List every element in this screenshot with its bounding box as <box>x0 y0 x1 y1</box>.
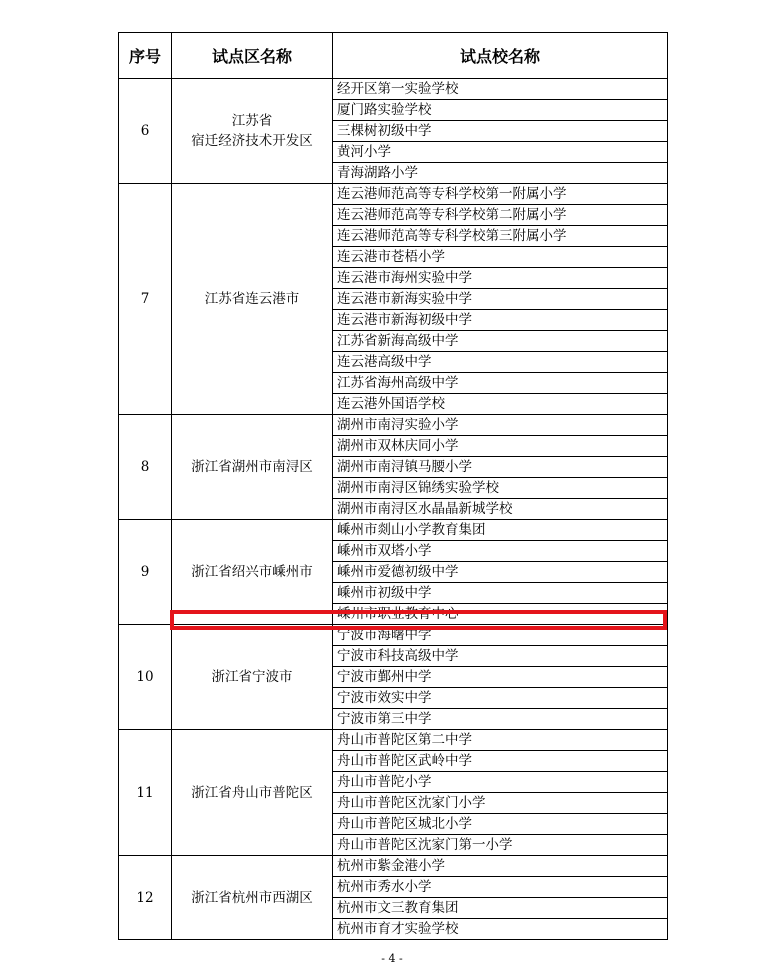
school-name: 宁波市科技高级中学 <box>333 646 668 667</box>
school-name: 连云港师范高等专科学校第二附属小学 <box>333 205 668 226</box>
school-name: 连云港市苍梧小学 <box>333 247 668 268</box>
header-index: 序号 <box>119 33 172 79</box>
school-name: 连云港市海州实验中学 <box>333 268 668 289</box>
table-row <box>119 415 668 436</box>
school-name: 杭州市文三教育集团 <box>333 898 668 919</box>
school-name: 舟山市普陀区武岭中学 <box>333 751 668 772</box>
region-name <box>172 184 333 415</box>
school-name: 宁波市鄞州中学 <box>333 667 668 688</box>
region-name-line: 江苏省 <box>231 113 273 129</box>
school-name: 湖州市南浔镇马腰小学 <box>333 457 668 478</box>
school-name: 连云港高级中学 <box>333 352 668 373</box>
region-name-line: 江苏省连云港市 <box>204 291 300 307</box>
school-name: 湖州市南浔区锦绣实验学校 <box>333 478 668 499</box>
school-name: 宁波市海曙中学 <box>333 625 668 646</box>
school-name: 舟山市普陀小学 <box>333 772 668 793</box>
school-name: 杭州市秀水小学 <box>333 877 668 898</box>
school-name: 湖州市南浔区水晶晶新城学校 <box>333 499 668 520</box>
school-name: 宁波市效实中学 <box>333 688 668 709</box>
row-index: 7 <box>119 184 172 415</box>
school-name: 连云港师范高等专科学校第三附属小学 <box>333 226 668 247</box>
row-index: 9 <box>119 520 172 625</box>
row-index: 8 <box>119 415 172 520</box>
school-name: 经开区第一实验学校 <box>333 79 668 100</box>
table-row <box>119 856 668 877</box>
region-name <box>172 856 333 940</box>
row-index: 12 <box>119 856 172 940</box>
table-row <box>119 79 668 100</box>
school-name: 宁波市第三中学 <box>333 709 668 730</box>
table-row <box>119 625 668 646</box>
region-name <box>172 79 333 184</box>
school-name: 江苏省海州高级中学 <box>333 373 668 394</box>
table-row <box>119 730 668 751</box>
pilot-school-table <box>118 32 668 940</box>
school-name: 嵊州市初级中学 <box>333 583 668 604</box>
school-name: 青海湖路小学 <box>333 163 668 184</box>
school-name: 连云港师范高等专科学校第一附属小学 <box>333 184 668 205</box>
region-name-line: 浙江省舟山市普陀区 <box>191 784 313 801</box>
region-name <box>172 520 333 625</box>
row-index: 10 <box>119 625 172 730</box>
school-name: 嵊州市爱德初级中学 <box>333 562 668 583</box>
header-region: 试点区名称 <box>172 33 333 79</box>
school-name: 湖州市南浔实验小学 <box>333 415 668 436</box>
school-name: 杭州市紫金港小学 <box>333 856 668 877</box>
school-name: 黄河小学 <box>333 142 668 163</box>
school-name: 嵊州市双塔小学 <box>333 541 668 562</box>
school-name: 嵊州市职业教育中心 <box>333 604 668 625</box>
school-name: 厦门路实验学校 <box>333 100 668 121</box>
region-name <box>172 415 333 520</box>
school-name: 江苏省新海高级中学 <box>333 331 668 352</box>
header-school: 试点校名称 <box>333 33 668 79</box>
school-name: 舟山市普陀区第二中学 <box>333 730 668 751</box>
region-name-line: 浙江省湖州市南浔区 <box>191 459 313 475</box>
region-name-line: 浙江省宁波市 <box>211 669 293 685</box>
school-name: 舟山市普陀区沈家门小学 <box>333 793 668 814</box>
region-name-line: 宿迁经济技术开发区 <box>191 133 313 149</box>
school-name: 连云港外国语学校 <box>333 394 668 415</box>
row-index: 6 <box>119 79 172 184</box>
school-name: 舟山市普陀区沈家门第一小学 <box>333 835 668 856</box>
school-name: 连云港市新海初级中学 <box>333 310 668 331</box>
region-name <box>172 625 333 730</box>
school-name: 杭州市育才实验学校 <box>333 919 668 940</box>
school-name: 嵊州市剡山小学教育集团 <box>333 520 668 541</box>
school-name: 连云港市新海实验中学 <box>333 289 668 310</box>
row-index: 11 <box>119 730 172 856</box>
school-name: 舟山市普陀区城北小学 <box>333 814 668 835</box>
table-header-row <box>119 33 668 79</box>
school-name: 三棵树初级中学 <box>333 121 668 142</box>
table-row <box>119 520 668 541</box>
region-name-line: 浙江省杭州市西湖区 <box>191 889 313 906</box>
page-number: - 4 - <box>381 952 403 965</box>
region-name-line: 浙江省绍兴市嵊州市 <box>191 564 313 580</box>
school-name: 湖州市双林庆同小学 <box>333 436 668 457</box>
region-name <box>172 730 333 856</box>
table-body <box>119 79 668 940</box>
table-row <box>119 184 668 205</box>
